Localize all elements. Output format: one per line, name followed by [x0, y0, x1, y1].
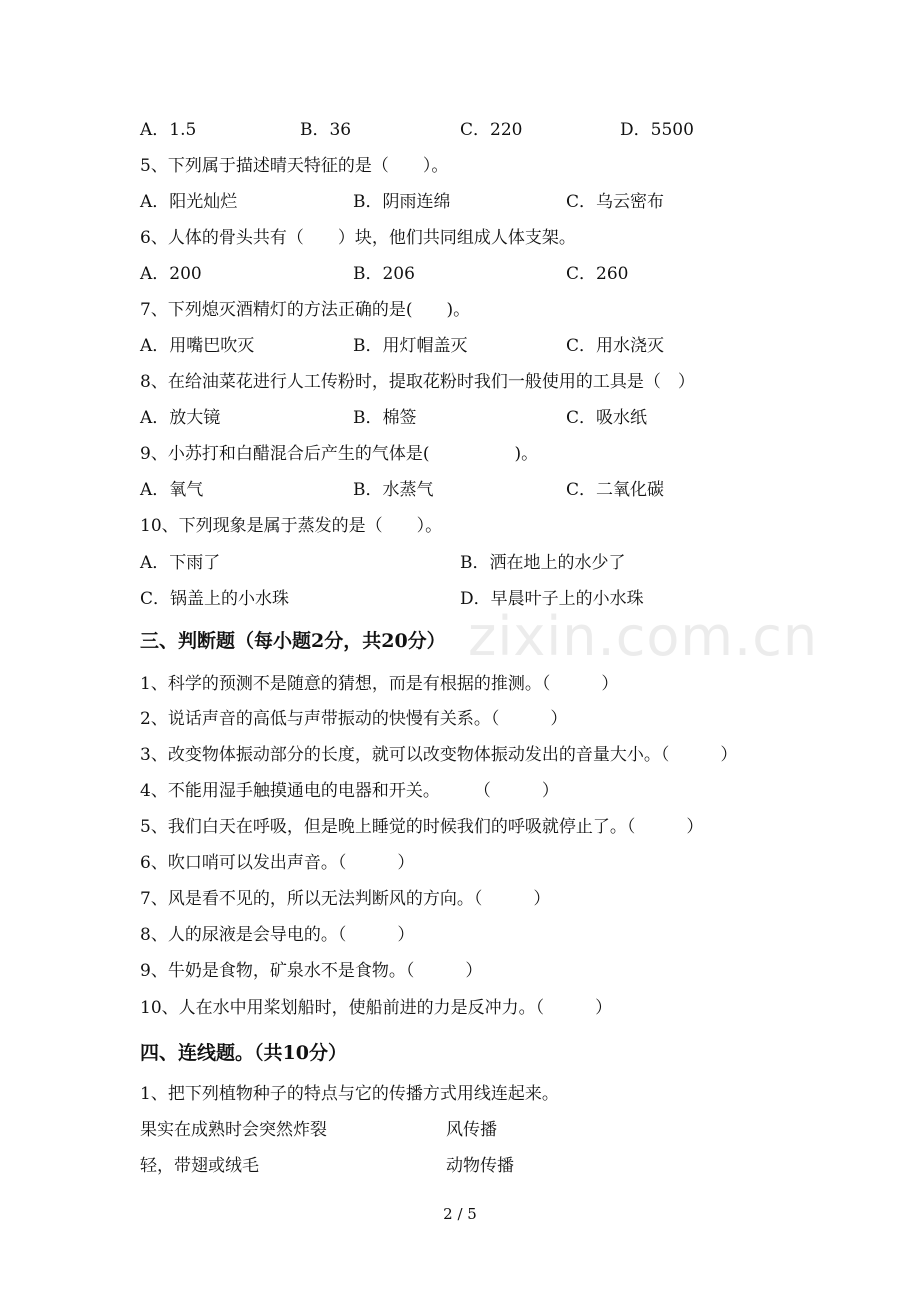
- q6-option-b: B．206: [353, 264, 415, 284]
- section-4-title: 四、连线题。（共10分）: [140, 1042, 347, 1064]
- q4-option-b: B．36: [300, 120, 352, 140]
- q5-option-a: A．阳光灿烂: [140, 192, 238, 212]
- q10-option-b: B．洒在地上的水少了: [460, 553, 626, 573]
- q7-option-a: A．用嘴巴吹灭: [140, 336, 255, 356]
- tf-item-6: 6、吹口哨可以发出声音。（ ）: [140, 853, 415, 873]
- question-5: 5、下列属于描述晴天特征的是（ ）。: [140, 156, 449, 176]
- tf-item-2: 2、说话声音的高低与声带振动的快慢有关系。（ ）: [140, 709, 568, 729]
- question-8: 8、在给油菜花进行人工传粉时，提取花粉时我们一般使用的工具是（ ）: [140, 372, 695, 392]
- q9-option-b: B．水蒸气: [353, 480, 434, 500]
- matching-right-1: 风传播: [446, 1120, 497, 1140]
- q8-option-b: B．棉签: [353, 408, 417, 428]
- tf-item-4: 4、不能用湿手触摸通电的电器和开关。 （ ）: [140, 781, 559, 801]
- question-9: 9、小苏打和白醋混合后产生的气体是( )。: [140, 444, 539, 464]
- question-10: 10、下列现象是属于蒸发的是（ ）。: [140, 516, 443, 536]
- q8-option-a: A．放大镜: [140, 408, 221, 428]
- tf-item-1: 1、科学的预测不是随意的猜想，而是有根据的推测。（ ）: [140, 674, 619, 694]
- q10-option-d: D．早晨叶子上的小水珠: [460, 589, 644, 609]
- page-number: 2 / 5: [443, 1205, 477, 1223]
- tf-item-10: 10、人在水中用桨划船时，使船前进的力是反冲力。（ ）: [140, 998, 613, 1018]
- watermark: zixin.com.cn: [468, 605, 819, 668]
- q6-option-a: A．200: [140, 264, 202, 284]
- tf-item-8: 8、人的尿液是会导电的。（ ）: [140, 925, 415, 945]
- tf-item-7: 7、风是看不见的，所以无法判断风的方向。（ ）: [140, 889, 551, 909]
- q4-option-a: A．1.5: [140, 120, 197, 140]
- q5-option-b: B．阴雨连绵: [353, 192, 451, 212]
- q10-option-a: A．下雨了: [140, 553, 221, 573]
- matching-question-1: 1、把下列植物种子的特点与它的传播方式用线连起来。: [140, 1084, 559, 1104]
- q7-option-c: C．用水浇灭: [566, 336, 665, 356]
- q8-option-c: C．吸水纸: [566, 408, 648, 428]
- q6-option-c: C．260: [566, 264, 629, 284]
- q4-option-c: C．220: [460, 120, 523, 140]
- q4-option-d: D．5500: [620, 120, 694, 140]
- q10-option-c: C．锅盖上的小水珠: [140, 589, 290, 609]
- q9-option-a: A．氧气: [140, 480, 204, 500]
- tf-item-9: 9、牛奶是食物，矿泉水不是食物。（ ）: [140, 961, 483, 981]
- matching-left-1: 果实在成熟时会突然炸裂: [140, 1120, 327, 1140]
- section-3-title: 三、判断题（每小题2分，共20分）: [140, 630, 446, 652]
- matching-right-2: 动物传播: [446, 1156, 514, 1176]
- q5-option-c: C．乌云密布: [566, 192, 665, 212]
- tf-item-3: 3、改变物体振动部分的长度，就可以改变物体振动发出的音量大小。（ ）: [140, 745, 738, 765]
- question-6: 6、人体的骨头共有（ ）块，他们共同组成人体支架。: [140, 228, 576, 248]
- q7-option-b: B．用灯帽盖灭: [353, 336, 468, 356]
- q9-option-c: C．二氧化碳: [566, 480, 665, 500]
- matching-left-2: 轻，带翅或绒毛: [140, 1156, 259, 1176]
- question-7: 7、下列熄灭酒精灯的方法正确的是( )。: [140, 300, 471, 320]
- tf-item-5: 5、我们白天在呼吸，但是晚上睡觉的时候我们的呼吸就停止了。（ ）: [140, 817, 704, 837]
